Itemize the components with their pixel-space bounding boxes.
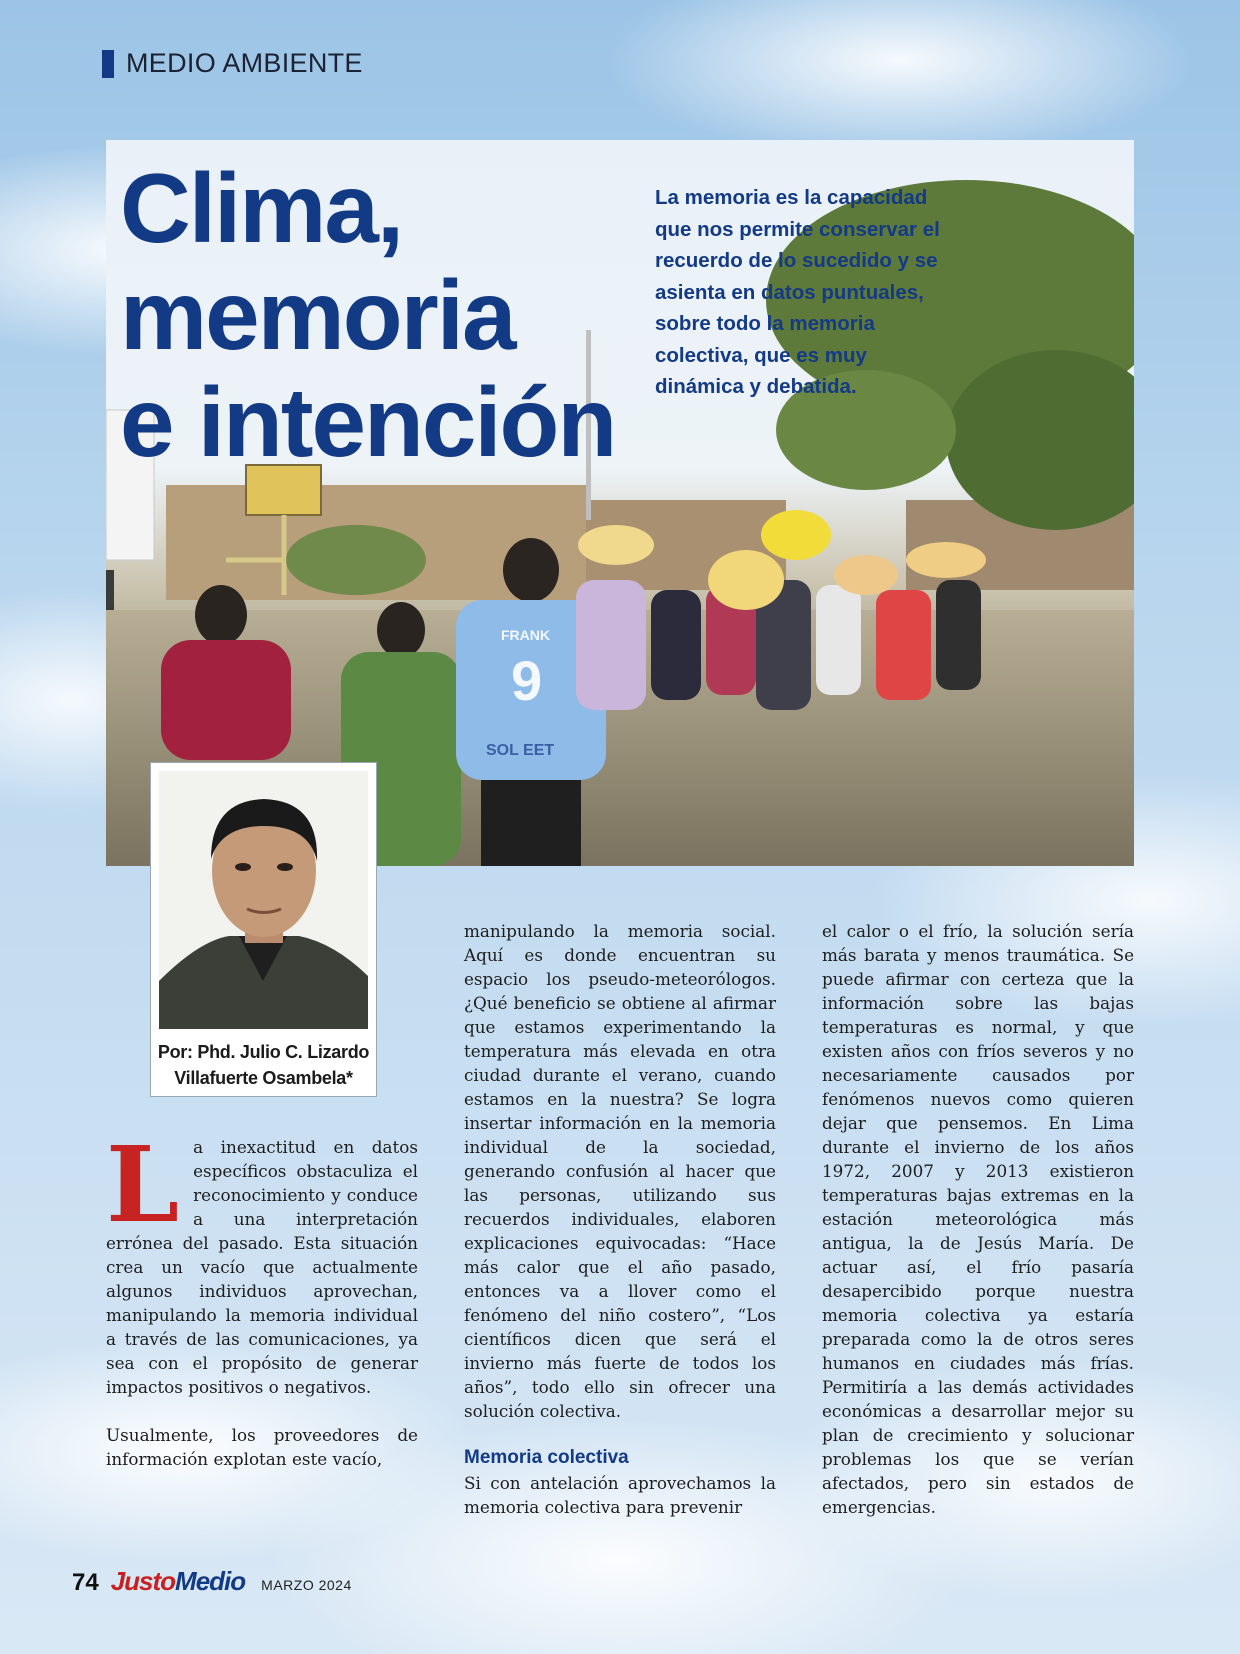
section-label (102, 48, 363, 79)
drop-cap: L (106, 1123, 180, 1246)
paragraph-2: Usualmente, los proveedores de información explotan este vacío, (106, 1425, 418, 1469)
subheading: Memoria colectiva (464, 1447, 629, 1468)
title-line-1: Clima, (120, 153, 403, 263)
logo-part-1: Justo (110, 1566, 176, 1596)
body-column-3 (822, 919, 1134, 1519)
logo-part-2: Medio (175, 1566, 246, 1596)
article-deck: La memoria es la capacidad que nos permite conservar el recuerdo de lo sucedido y se asienta en datos puntuales, sobre todo la memoria colectiva, que es muy dinámica y debatida. (655, 186, 940, 398)
shirt-name: FRANK (501, 627, 550, 643)
author-box (150, 762, 377, 1097)
author-byline (151, 1039, 376, 1091)
shirt-sponsor: SOL EET (486, 742, 555, 759)
author-photo (159, 771, 368, 1029)
issue-date: MARZO 2024 (261, 1577, 352, 1593)
shirt-number: 9 (511, 649, 543, 712)
title-line-3: e intención (120, 367, 616, 477)
section-title: MEDIO AMBIENTE (126, 48, 363, 78)
paragraph-1: a inexactitud en datos específicos obstaculiza el reconocimiento y conduce a una interpretación errónea del pasado. Esta situación crea un vacío que actualmente algunos individuos aprovechan, manipulando la memoria individual a través de las comunicaciones, ya sea con el propósito de generar impactos positivos o negativos. (106, 1137, 418, 1397)
article-title (120, 155, 640, 476)
paragraph-3: manipulando la memoria social. Aquí es donde encuentran su espacio los pseudo-meteorólogos. ¿Qué beneficio se obtiene al afirmar que estamos experimentando la temperatura más elevada en otra ciudad durante el verano, cuando estamos en la nuestra? Se logra insertar información en la memoria individual de la sociedad, generando confusión al hacer que las personas, utilizando sus recuerdos individuales, elaboren explicaciones equivocadas: “Hace más calor que el año pasado, entonces va a llover como el fenómeno del niño costero”, “Los científicos dicen que será el invierno más fuerte de todos los años”, todo ello sin ofrecer una solución colectiva. (464, 921, 776, 1421)
paragraph-5: el calor o el frío, la solución sería más barata y menos traumática. Se puede afirmar con certeza que la información sobre las bajas temperaturas es normal, y que existen años con fríos severos y no necesariamente causados por fenómenos nuevos como quieren dejar que pensemos. En Lima durante el invierno de los años 1972, 2007 y 2013 existieron temperaturas bajas extremas en la estación meteorológica más antigua, la de Jesús María. De actuar así, el frío pasaría desapercibido porque nuestra memoria colectiva ya estaría preparada como la de otros seres humanos en ciudades más frías. Permitiría a las demás actividades económicas a desarrollar mejor su plan de crecimiento y solucionar problemas los que se verían afectados, pero sin estados de emergencias. (822, 921, 1134, 1517)
section-marker (102, 50, 114, 78)
paragraph-4: Si con antelación aprovechamos la memoria colectiva para prevenir (464, 1473, 776, 1517)
body-column-2 (464, 919, 776, 1519)
page-number: 74 (72, 1569, 99, 1596)
body-column-1 (106, 1123, 418, 1471)
author-line-2: Villafuerte Osambela* (174, 1068, 353, 1088)
author-line-1: Por: Phd. Julio C. Lizardo (157, 1042, 370, 1062)
page-footer (72, 1566, 352, 1597)
title-line-2: memoria (120, 260, 515, 370)
magazine-logo (111, 1566, 245, 1597)
